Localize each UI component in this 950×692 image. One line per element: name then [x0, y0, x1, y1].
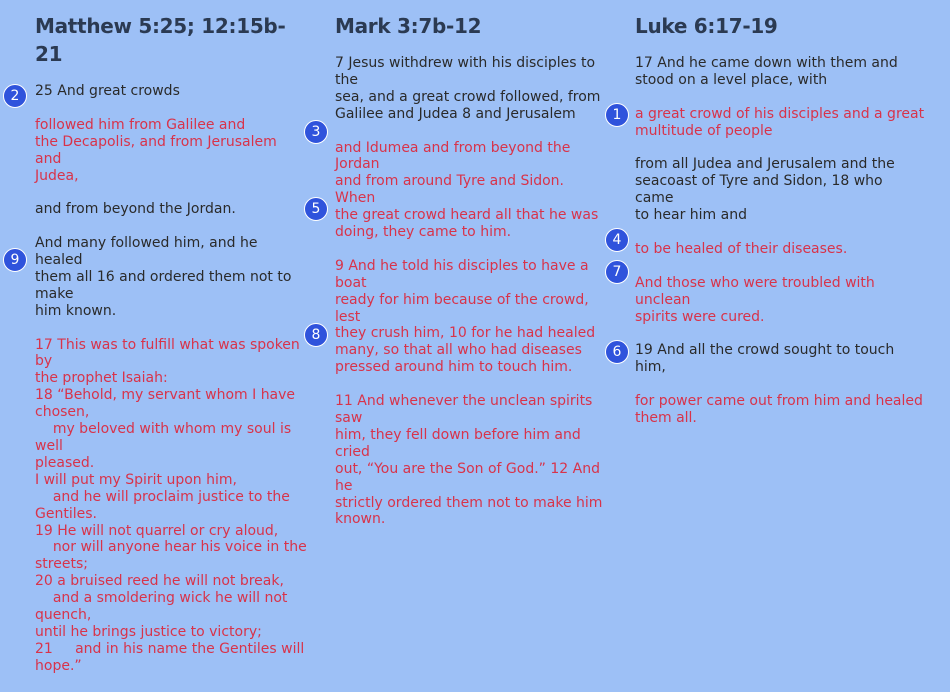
matthew-para-5: 17 This was to fulfill what was spoken by the prophet Isaiah: 18 “Behold, my servant whom I have chosen, my beloved with whom my soul is well pleased. I will put my Spirit upon him, and he will proclaim justice to the Gentiles. 19 He will not quarrel or cry aloud, nor will anyone hear his voice in the streets; 20 a bruised reed he will not break, and a smoldering wick he will not quench, until he brings justice to victory; 21 and in his name the Gentiles will hope.” — [35, 336, 307, 674]
mark-para-2: and Idumea and from beyond the Jordan and from around Tyre and Sidon. When the great crowd heard all that he was doing, they came to him. — [335, 139, 599, 241]
number-badge-9[interactable]: 9 — [3, 248, 27, 272]
number-badge-3[interactable]: 3 — [304, 120, 328, 144]
number-badge-1[interactable]: 1 — [605, 103, 629, 127]
number-badge-5[interactable]: 5 — [304, 197, 328, 221]
number-badge-8[interactable]: 8 — [304, 323, 328, 347]
luke-para-5: And those who were troubled with unclean spirits were cured. — [635, 274, 875, 325]
number-badge-6[interactable]: 6 — [605, 340, 629, 364]
matthew-heading: Matthew 5:25; 12:15b-21 — [35, 14, 286, 66]
luke-para-7: for power came out from him and healed them all. — [635, 393, 923, 426]
mark-para-4: 11 And whenever the unclean spirits saw him, they fell down before him and cried out, “You are the Son of God.” 12 And he strictly ordered them not to make him known. — [335, 393, 603, 528]
mark-para-3: 9 And he told his disciples to have a boat ready for him because of the crowd, lest they crush him, 10 for he had healed many, so that all who had diseases pressed around him to touch him. — [335, 257, 596, 376]
matthew-para-4: And many followed him, and he healed them all 16 and ordered them not to make him known. — [35, 235, 292, 319]
matthew-para-3: and from beyond the Jordan. — [35, 201, 236, 218]
number-badge-4[interactable]: 4 — [605, 228, 629, 252]
luke-column — [635, 12, 925, 444]
number-badge-7[interactable]: 7 — [605, 260, 629, 284]
luke-para-1: 17 And he came down with them and stood on a level place, with — [635, 55, 898, 88]
mark-column — [335, 12, 605, 545]
luke-heading: Luke 6:17-19 — [635, 14, 778, 38]
matthew-para-1: 25 And great crowds — [35, 83, 180, 99]
mark-para-1: 7 Jesus withdrew with his disciples to the sea, and a great crowd followed, from Galilee and Judea 8 and Jerusalem — [335, 55, 601, 122]
luke-para-3: from all Judea and Jerusalem and the seacoast of Tyre and Sidon, 18 who came to hear him and — [635, 156, 895, 224]
luke-para-2: a great crowd of his disciples and a great multitude of people — [635, 105, 925, 139]
luke-para-6: 19 And all the crowd sought to touch him, — [635, 342, 899, 376]
matthew-column — [35, 12, 307, 692]
mark-heading: Mark 3:7b-12 — [335, 14, 482, 38]
luke-para-4: to be healed of their diseases. — [635, 240, 848, 257]
number-badge-2[interactable]: 2 — [3, 84, 27, 108]
matthew-para-2: followed him from Galilee and the Decapolis, and from Jerusalem and Judea, — [35, 116, 277, 184]
